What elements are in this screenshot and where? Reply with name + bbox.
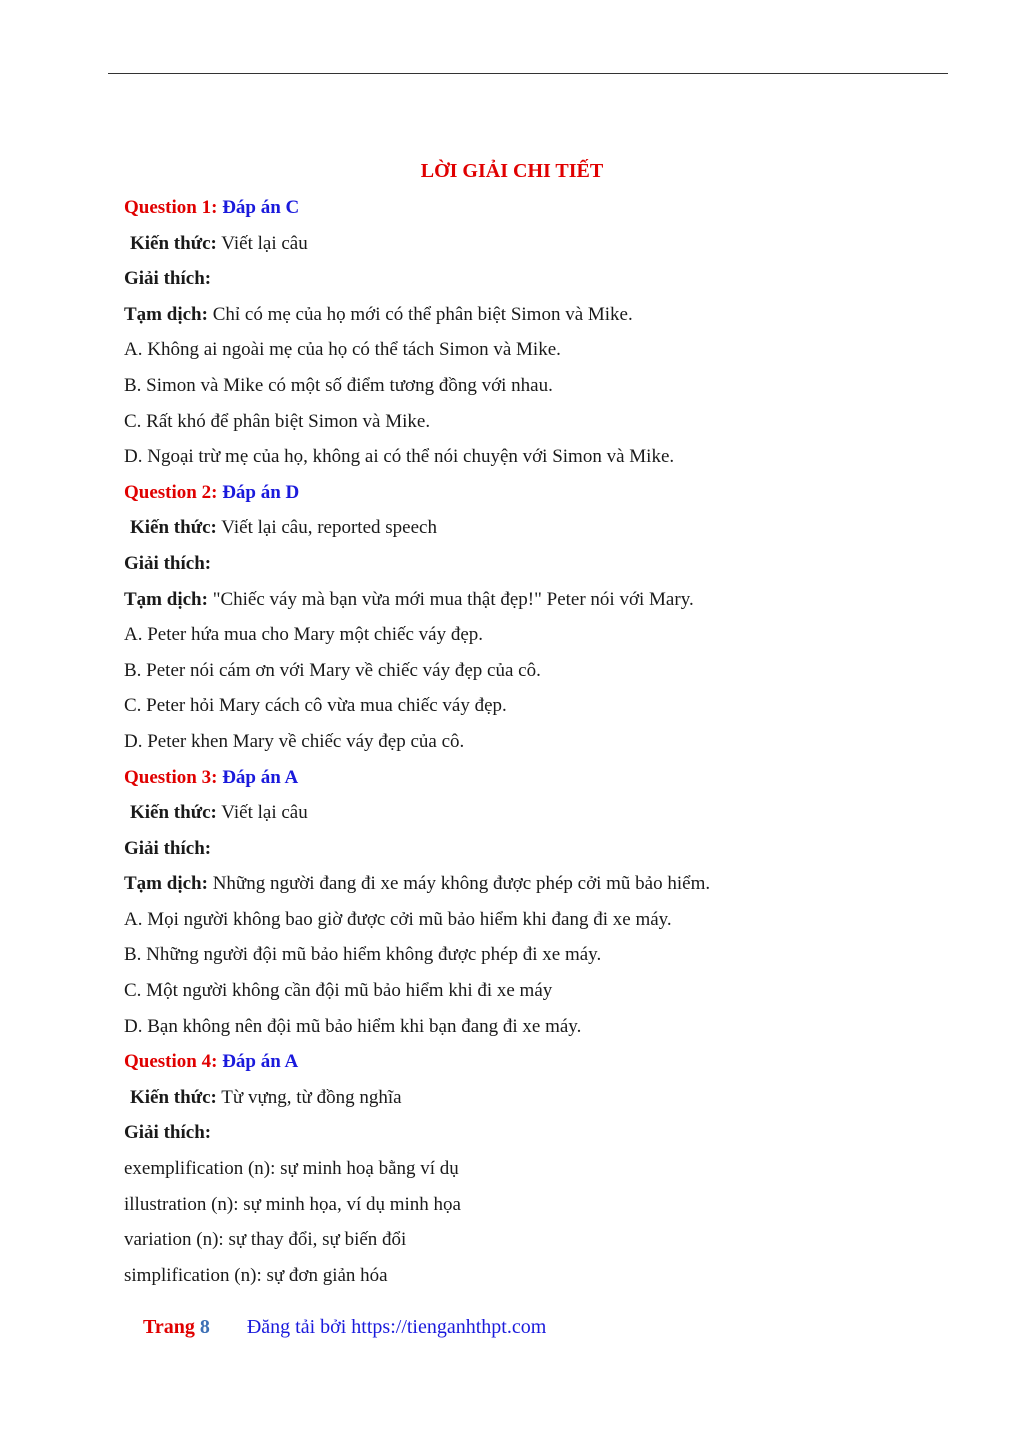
option-line: C. Rất khó để phân biệt Simon và Mike. — [124, 410, 431, 432]
option-line: A. Peter hứa mua cho Mary một chiếc váy đẹp. — [124, 624, 484, 646]
header-rule — [108, 73, 948, 74]
explanation-label: Giải thích: — [124, 268, 212, 290]
knowledge-line: Kiến thức: Từ vựng, từ đồng nghĩa — [130, 1086, 402, 1108]
option-line: D. Bạn không nên đội mũ bảo hiểm khi bạn đang đi xe máy. — [124, 1015, 582, 1037]
question-heading: Question 1: Đáp án C — [124, 197, 300, 218]
translation-line: Tạm dịch: "Chiếc váy mà bạn vừa mới mua thật đẹp!" Peter nói với Mary. — [124, 588, 694, 610]
question-heading: Question 2: Đáp án D — [124, 481, 300, 503]
page-label: Trang — [143, 1316, 195, 1338]
option-line: C. Peter hỏi Mary cách cô vừa mua chiếc váy đẹp. — [124, 695, 507, 717]
question-heading: Question 4: Đáp án A — [124, 1051, 299, 1073]
option-line: A. Mọi người không bao giờ được cởi mũ bảo hiểm khi đang đi xe máy. — [124, 908, 672, 930]
option-line: B. Peter nói cám ơn với Mary về chiếc váy đẹp của cô. — [124, 659, 541, 681]
explanation-label: Giải thích: — [124, 837, 212, 859]
knowledge-line: Kiến thức: Viết lại câu — [130, 232, 308, 254]
definition-line: exemplification (n): sự minh hoạ bằng ví dụ — [124, 1158, 459, 1180]
option-line: B. Những người đội mũ bảo hiểm không được phép đi xe máy. — [124, 944, 602, 966]
definition-line: illustration (n): sự minh họa, ví dụ minh họa — [124, 1193, 461, 1215]
option-line: D. Ngoại trừ mẹ của họ, không ai có thể nói chuyện với Simon và Mike. — [124, 446, 675, 468]
option-line: D. Peter khen Mary về chiếc váy đẹp của cô. — [124, 730, 465, 752]
definition-line: variation (n): sự thay đổi, sự biến đổi — [124, 1229, 407, 1251]
definition-line: simplification (n): sự đơn giản hóa — [124, 1264, 388, 1286]
knowledge-line: Kiến thức: Viết lại câu, reported speech — [130, 517, 437, 539]
knowledge-line: Kiến thức: Viết lại câu — [130, 802, 308, 824]
option-line: C. Một người không cần đội mũ bảo hiểm khi đi xe máy — [124, 980, 553, 1002]
question-heading: Question 3: Đáp án A — [124, 766, 299, 788]
source-link[interactable]: Đăng tải bởi https://tienganhthpt.com — [246, 1316, 547, 1338]
option-line: A. Không ai ngoài mẹ của họ có thể tách Simon và Mike. — [124, 339, 561, 361]
explanation-label: Giải thích: — [124, 552, 212, 574]
option-line: B. Simon và Mike có một số điểm tương đồng với nhau. — [124, 374, 553, 396]
answer-content — [124, 195, 954, 1298]
explanation-label: Giải thích: — [124, 1122, 212, 1144]
page-footer — [143, 1316, 546, 1339]
page-title: LỜI GIẢI CHI TIẾT — [420, 160, 604, 182]
translation-line: Tạm dịch: Chỉ có mẹ của họ mới có thể phân biệt Simon và Mike. — [124, 303, 633, 325]
translation-line: Tạm dịch: Những người đang đi xe máy không được phép cởi mũ bảo hiểm. — [124, 873, 711, 895]
page-number: 8 — [199, 1316, 210, 1338]
